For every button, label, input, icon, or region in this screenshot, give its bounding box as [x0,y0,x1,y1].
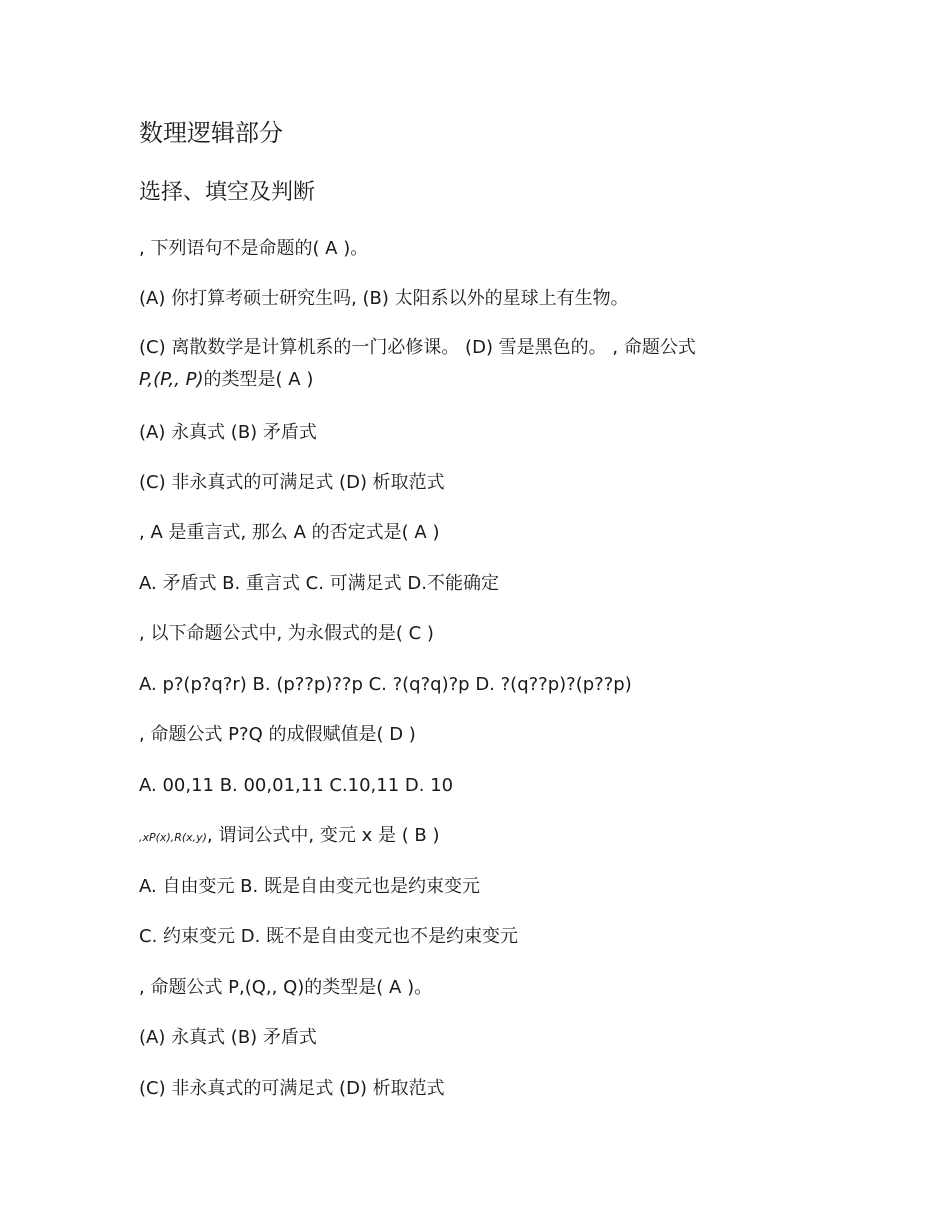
question-7-stem: , 命题公式 P,(Q,, Q)的类型是( A )。 [139,977,433,998]
question-5-options: A. 00,11 B. 00,01,11 C.10,11 D. 10 [139,775,454,796]
formula-propositional: P,(P,, P) [139,369,204,390]
question-6-stem [139,823,440,851]
question-1-stem: , 下列语句不是命题的( A )。 [139,238,369,259]
question-6-stem-text: , 谓词公式中, 变元 x 是 ( B ) [206,825,440,846]
question-3-options: A. 矛盾式 B. 重言式 C. 可满足式 D.不能确定 [139,573,499,594]
question-5-stem: , 命题公式 P?Q 的成假赋值是( D ) [139,724,416,745]
question-2-options-ab: (A) 永真式 (B) 矛盾式 [139,422,317,443]
question-3-stem: , A 是重言式, 那么 A 的否定式是( A ) [139,522,440,543]
question-7-options-ab: (A) 永真式 (B) 矛盾式 [139,1027,317,1048]
options-cd-text: (C) 离散数学是计算机系的一门必修课。 (D) 雪是黑色的。 , 命题公式 [139,337,696,358]
question-1-options-cd-and-question-2-stem [139,332,809,396]
question-2-stem-tail: 的类型是( A ) [203,369,314,390]
question-4-options: A. p?(p?q?r) B. (p??p)??p C. ?(q?q)?p D. ?(q??p)?(p??p) [139,674,632,695]
question-6-options-ab: A. 自由变元 B. 既是自由变元也是约束变元 [139,876,480,897]
question-1-options-ab: (A) 你打算考硕士研究生吗, (B) 太阳系以外的星球上有生物。 [139,288,629,309]
question-7-options-cd: (C) 非永真式的可满足式 (D) 析取范式 [139,1078,445,1099]
question-2-options-cd: (C) 非永真式的可满足式 (D) 析取范式 [139,472,445,493]
question-6-options-cd: C. 约束变元 D. 既不是自由变元也不是约束变元 [139,926,519,947]
page-title: 数理逻辑部分 [139,119,283,147]
section-heading: 选择、填空及判断 [139,180,316,205]
formula-predicate: ,xP(x),R(x,y) [139,831,207,844]
question-4-stem: , 以下命题公式中, 为永假式的是( C ) [139,623,434,644]
